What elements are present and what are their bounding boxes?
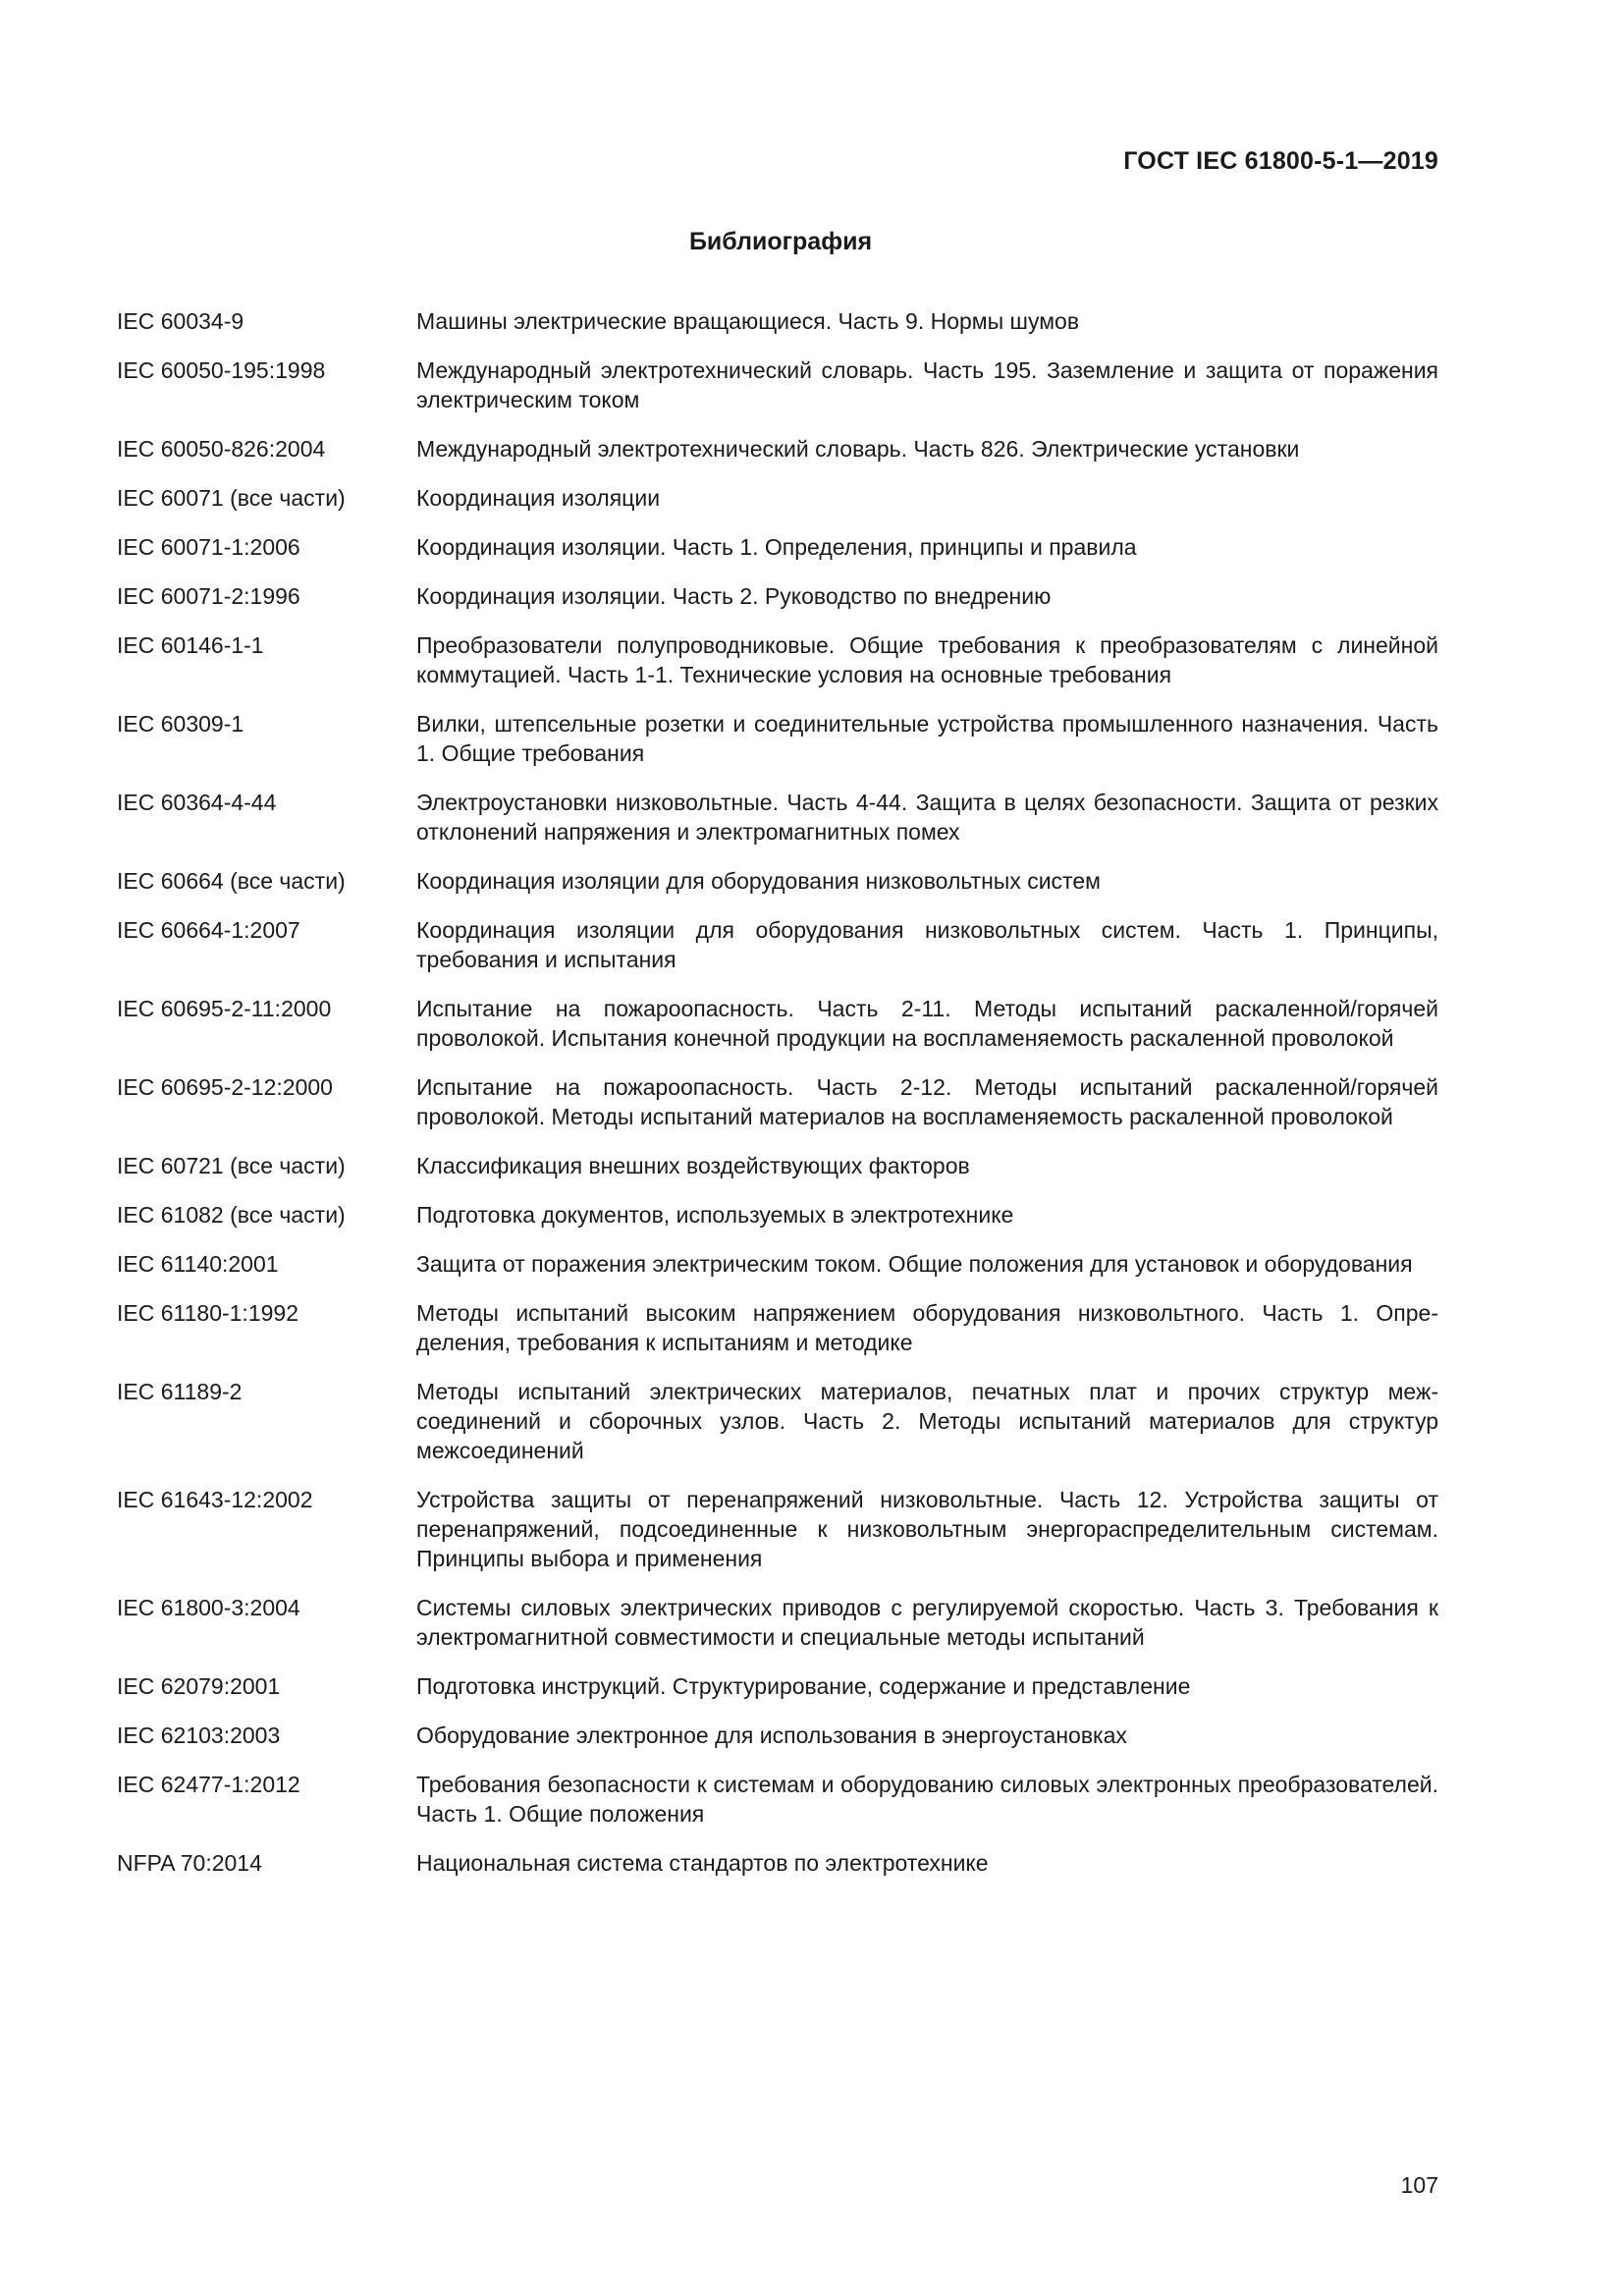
bibliography-code: IEC 62477-1:2012 <box>117 1772 300 1797</box>
bibliography-description: Национальная система стандартов по электротехнике <box>416 1850 989 1876</box>
bibliography-description: Координация изоляции. Часть 2. Руководство по внедрению <box>416 583 1052 609</box>
bibliography-code: IEC 60721 (все части) <box>117 1153 346 1178</box>
bibliography-entry <box>117 866 1438 896</box>
bibliography-code: IEC 61140:2001 <box>117 1251 279 1277</box>
bibliography-code: IEC 61180-1:1992 <box>117 1300 298 1326</box>
bibliography-description: Машины электрические вращающиеся. Часть 9. Нормы шумов <box>416 308 1080 334</box>
bibliography-description: Устройства защиты от перенапряжений низковольтные. Часть 12. Устройства защиты от перенапряжений, подсоединенные к низковольтным энергораспределительным системам. Принципы выбора и применения <box>416 1487 1438 1571</box>
bibliography-entry <box>117 1200 1438 1230</box>
bibliography-entry <box>117 1848 1438 1878</box>
page-title: Библиография <box>688 228 873 255</box>
bibliography-entry <box>117 915 1438 974</box>
bibliography-code: IEC 60146-1-1 <box>117 632 264 658</box>
bibliography-entry <box>117 355 1438 414</box>
bibliography-code: NFPA 70:2014 <box>117 1850 262 1876</box>
bibliography-code: IEC 60664 (все части) <box>117 868 346 894</box>
bibliography-description: Защита от поражения электрическим током. Общие положения для установок и оборудования <box>416 1251 1413 1277</box>
bibliography-entry <box>117 1671 1438 1701</box>
bibliography-entry <box>117 788 1438 847</box>
bibliography-entry <box>117 1151 1438 1180</box>
bibliography-entry <box>117 581 1438 611</box>
bibliography-description: Системы силовых электрических приводов с регулируемой скоростью. Часть 3. Требования к электромагнитной совместимости и специальные методы испытаний <box>416 1595 1438 1650</box>
bibliography-description: Координация изоляции. Часть 1. Определения, принципы и правила <box>416 534 1137 560</box>
bibliography-code: IEC 60309-1 <box>117 711 244 737</box>
bibliography-description: Методы испытаний электрических материалов, печатных плат и прочих структур межсоединений и сборочных узлов. Часть 2. Методы испытаний материалов для структур межсоединений <box>416 1379 1438 1463</box>
bibliography-entry <box>117 1298 1438 1357</box>
bibliography-entry <box>117 483 1438 513</box>
bibliography-entry <box>117 1249 1438 1279</box>
bibliography-code: IEC 60695-2-11:2000 <box>117 996 332 1021</box>
bibliography-code: IEC 60071-1:2006 <box>117 534 300 560</box>
bibliography-entry <box>117 1593 1438 1652</box>
bibliography-code: IEC 61189-2 <box>117 1379 243 1404</box>
bibliography-description: Подготовка инструкций. Структурирование, содержание и представление <box>416 1673 1191 1699</box>
bibliography-description: Требования безопасности к системам и оборудованию силовых электронных преобразователей. Часть 1. Общие положения <box>416 1772 1438 1827</box>
bibliography-description: Международный электротехнический словарь. Часть 195. Заземление и защита от поражения электрическим током <box>416 357 1438 412</box>
bibliography-code: IEC 60071-2:1996 <box>117 583 300 609</box>
bibliography-entry <box>117 306 1438 336</box>
bibliography-description: Координация изоляции для оборудования низковольтных систем <box>416 868 1101 894</box>
bibliography-code: IEC 60050-826:2004 <box>117 436 326 462</box>
bibliography-code: IEC 60071 (все части) <box>117 485 346 511</box>
bibliography-description: Международный электротехнический словарь. Часть 826. Электрические установки <box>416 436 1300 462</box>
bibliography-code: IEC 62103:2003 <box>117 1722 281 1748</box>
bibliography-entry <box>117 630 1438 689</box>
bibliography-description: Методы испытаний высоким напряжением оборудования низковольтного. Часть 1. Определения, требования к испытаниям и методике <box>416 1300 1438 1355</box>
bibliography-entry <box>117 532 1438 562</box>
bibliography-description: Координация изоляции для оборудования низковольтных систем. Часть 1. Принципы, требования и испытания <box>416 917 1438 972</box>
bibliography-description: Координация изоляции <box>416 485 661 511</box>
bibliography-code: IEC 60664-1:2007 <box>117 917 300 943</box>
bibliography-description: Подготовка документов, используемых в электротехнике <box>416 1202 1014 1228</box>
bibliography-code: IEC 62079:2001 <box>117 1673 281 1699</box>
bibliography-entry <box>117 1721 1438 1750</box>
bibliography-code: IEC 60364-4-44 <box>117 790 277 815</box>
bibliography-entry <box>117 709 1438 768</box>
bibliography-entry <box>117 434 1438 464</box>
bibliography-description: Оборудование электронное для использования в энергоустановках <box>416 1722 1127 1748</box>
bibliography-description: Испытание на пожароопасность. Часть 2-12. Методы испытаний раскаленной/горячей проволокой. Методы испытаний материалов на воспламеняемость раскаленной проволокой <box>416 1074 1438 1129</box>
bibliography-entry <box>117 1485 1438 1573</box>
page-number: 107 <box>1400 2172 1438 2198</box>
bibliography-description: Классификация внешних воздействующих факторов <box>416 1153 970 1178</box>
bibliography-description: Испытание на пожароопасность. Часть 2-11. Методы испытаний раскаленной/горячей проволокой. Испытания конечной продукции на воспламеняемость раскаленной проволокой <box>416 996 1438 1051</box>
bibliography-entry <box>117 1072 1438 1131</box>
bibliography-code: IEC 61643-12:2002 <box>117 1487 313 1512</box>
document-standard-header: ГОСТ IEC 61800-5-1—2019 <box>1123 147 1438 175</box>
bibliography-entry <box>117 1377 1438 1465</box>
bibliography-code: IEC 61082 (все части) <box>117 1202 346 1228</box>
bibliography-code: IEC 61800-3:2004 <box>117 1595 300 1620</box>
bibliography-entry <box>117 994 1438 1053</box>
bibliography-description: Электроустановки низковольтные. Часть 4-44. Защита в целях безопасности. Защита от резких отклонений напряжения и электромагнитных помех <box>416 790 1438 845</box>
bibliography-description: Вилки, штепсельные розетки и соединительные устройства промышленного назначения. Часть 1. Общие требования <box>416 711 1438 766</box>
bibliography-code: IEC 60034-9 <box>117 308 244 334</box>
bibliography-list <box>117 306 1438 1897</box>
bibliography-code: IEC 60695-2-12:2000 <box>117 1074 333 1100</box>
bibliography-code: IEC 60050-195:1998 <box>117 357 326 383</box>
bibliography-description: Преобразователи полупроводниковые. Общие требования к преобразователям с линейной коммутацией. Часть 1-1. Технические условия на основные требования <box>416 632 1438 687</box>
bibliography-entry <box>117 1770 1438 1829</box>
